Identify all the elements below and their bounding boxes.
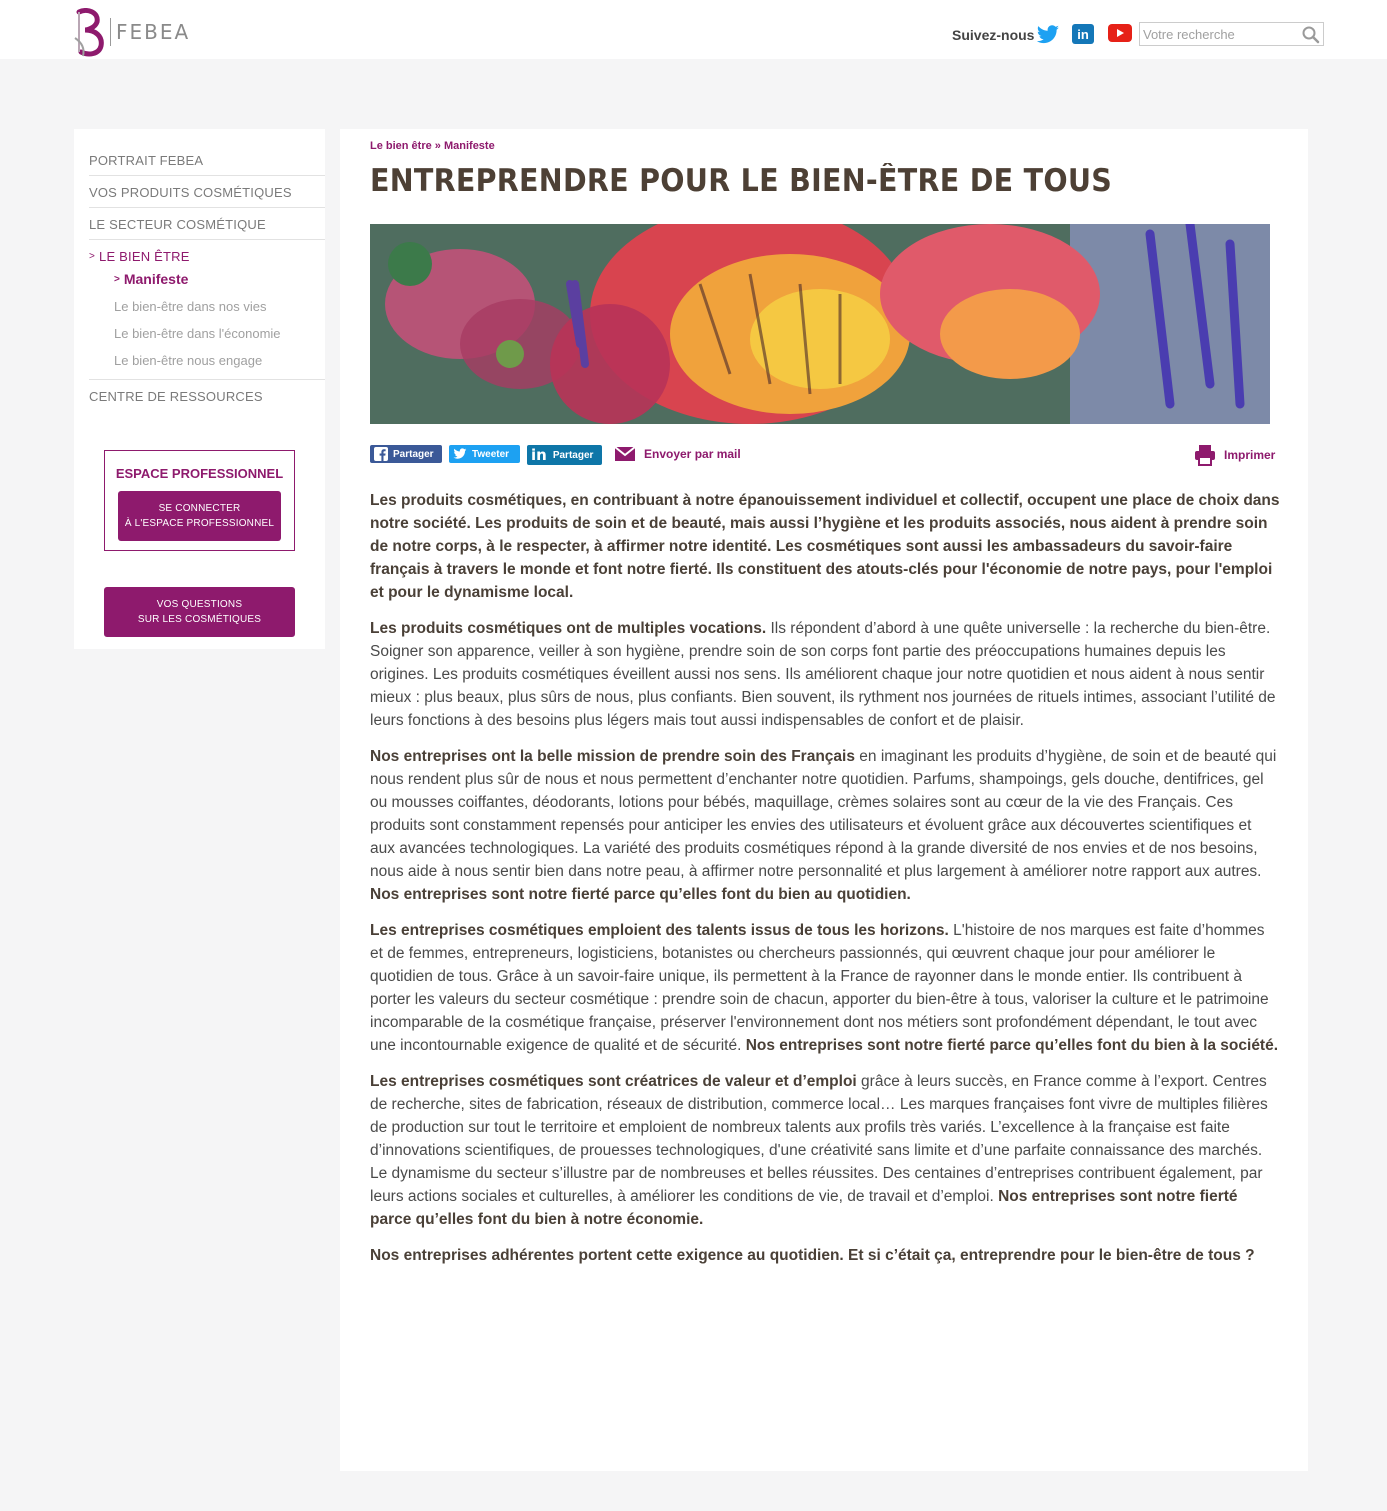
paragraph-valeur-text: grâce à leurs succès, en France comme à l’export. Centres de recherche, sites de fabrication, réseaux de distribution, commerce local… Les marques françaises font vivre de multiples filières de production sur tout le territoire et emploient de nombreux talents aux profils très variés. L’excellence à la française est faite d’innovations scientifiques, de prouesses technologiques, d'une créativité sans limite et d’une parfaite connaissance des marchés. Le dynamisme du secteur s’illustre par de nombreuses et belles réussites. Des centaines d’entreprises contribuent également, par leurs actions sociales et culturelles, à améliorer les conditions de vie, de travail et d’emploi.: [370, 1073, 1268, 1205]
nav-le-bien-etre[interactable]: [89, 249, 325, 264]
subnav-bien-etre-economie[interactable]: Le bien-être dans l'économie: [114, 326, 281, 341]
twitter-share-label: Tweeter: [472, 448, 510, 460]
article-body: [370, 489, 1280, 1280]
linkedin-icon[interactable]: in: [1072, 24, 1094, 44]
closing-paragraph: Nos entreprises adhérentes portent cette exigence au quotidien. Et si c’était ça, entreprendre pour le bien-être de tous ?: [370, 1247, 1255, 1264]
chevron-right-icon: >: [114, 274, 120, 285]
twitter-icon: [453, 448, 467, 460]
subnav-manifeste[interactable]: [114, 271, 188, 287]
logo-text: FEBEA: [116, 20, 191, 44]
nav-portrait-febea[interactable]: PORTRAIT FEBEA: [89, 153, 204, 168]
questions-button[interactable]: [104, 587, 295, 637]
follow-label: Suivez-nous: [952, 27, 1035, 43]
pro-space-title: ESPACE PROFESSIONNEL: [115, 466, 284, 481]
hero-image: [370, 224, 1270, 424]
questions-line1: VOS QUESTIONS: [156, 599, 243, 610]
twitter-icon[interactable]: [1036, 24, 1060, 46]
mail-share-label: Envoyer par mail: [644, 447, 741, 461]
search-input[interactable]: [1140, 23, 1295, 45]
search-box: [1139, 22, 1324, 46]
questions-line2: SUR LES COSMÉTIQUES: [137, 614, 262, 625]
site-header: [0, 0, 1387, 59]
print-link[interactable]: [1194, 444, 1275, 466]
nav-secteur-cosmetique[interactable]: LE SECTEUR COSMÉTIQUE: [89, 217, 266, 232]
pro-login-line2: À L'ESPACE PROFESSIONNEL: [124, 518, 275, 529]
nav-divider: [89, 239, 325, 240]
envelope-icon: [614, 446, 636, 462]
breadcrumb[interactable]: Le bien être » Manifeste: [370, 140, 495, 152]
paragraph-valeur: [370, 1070, 1280, 1231]
nav-le-bien-etre-label: LE BIEN ÊTRE: [99, 249, 190, 264]
main-content: [340, 129, 1308, 1471]
paragraph-vocations: [370, 617, 1280, 732]
nav-vos-produits[interactable]: VOS PRODUITS COSMÉTIQUES: [89, 185, 292, 200]
linkedin-share-button[interactable]: [527, 445, 602, 465]
paragraph-valeur-end: Nos entreprises sont notre fierté parce qu’elles font du bien à notre économie.: [370, 1188, 1238, 1228]
pro-space-box: [104, 450, 295, 551]
nav-divider: [89, 379, 325, 380]
pro-login-button[interactable]: [118, 491, 281, 541]
page-title: ENTREPRENDRE POUR LE BIEN-ÊTRE DE TOUS: [370, 163, 1113, 199]
paragraph-mission-lead: Nos entreprises ont la belle mission de prendre soin des Français: [370, 748, 855, 765]
sidebar: [74, 129, 325, 649]
pro-login-line1: SE CONNECTER: [158, 503, 241, 514]
mail-share-link[interactable]: [614, 446, 741, 462]
nav-divider: [89, 207, 325, 208]
paragraph-talents-lead: Les entreprises cosmétiques emploient des talents issus de tous les horizons.: [370, 922, 949, 939]
linkedin-share-label: Partager: [552, 449, 594, 461]
paragraph-vocations-lead: Les produits cosmétiques ont de multiples vocations.: [370, 620, 767, 637]
flowers-illustration: [370, 224, 1270, 424]
paragraph-vocations-text: Ils répondent d’abord à une quête universelle : la recherche du bien-être. Soigner son apparence, veiller à son hygiène, prendre soin de son corps font partie des préoccupations humaines depuis les origines. Les produits cosmétiques éveillent aussi nos sens. Ils améliorent chaque jour notre quotidien et nous aident à nous sentir mieux : plus beaux, plus sûrs de nous, plus confiants. Bien souvent, ils rythment nos journées de rituels intimes, associant l’utilité de leurs fonctions à des besoins plus légers mais tout aussi indispensables de confort et de plaisir.: [370, 620, 1276, 729]
facebook-icon: [374, 447, 388, 461]
paragraph-valeur-lead: Les entreprises cosmétiques sont créatrices de valeur et d’emploi: [370, 1073, 857, 1090]
paragraph-mission-end: Nos entreprises sont notre fierté parce qu’elles font du bien au quotidien.: [370, 886, 911, 903]
facebook-share-label: Partager: [393, 448, 434, 460]
twitter-share-button[interactable]: [449, 445, 520, 463]
subnav-manifeste-label: Manifeste: [123, 271, 189, 287]
linkedin-icon: in: [531, 446, 547, 464]
logo-divider: [110, 18, 111, 46]
paragraph-talents-text: L'histoire de nos marques est faite d’hommes et de femmes, entrepreneurs, logisticiens, botanistes ou chercheurs passionnés, qui œuvrent chaque jour pour améliorer le quotidien de tous. Grâce à un savoir-faire unique, ils permettent à la France de rayonner dans le monde entier. Ils contribuent à porter les valeurs du secteur cosmétique : prendre soin de chacun, apporter du bien-être à tous, valoriser la culture et le patrimoine incomparable de la cosmétique française, préserver l'environnement dont nos métiers sont profondément dépendant, le tout avec une incontournable exigence de qualité et de sécurité.: [370, 922, 1269, 1054]
subnav-bien-etre-engage[interactable]: Le bien-être nous engage: [114, 353, 263, 368]
paragraph-mission: [370, 745, 1280, 906]
nav-centre-ressources[interactable]: CENTRE DE RESSOURCES: [89, 389, 263, 404]
paragraph-talents-end: Nos entreprises sont notre fierté parce qu’elles font du bien à la société.: [745, 1037, 1279, 1054]
subnav-bien-etre-vies[interactable]: Le bien-être dans nos vies: [114, 299, 267, 314]
febea-logo[interactable]: [73, 8, 213, 58]
intro-paragraph: Les produits cosmétiques, en contribuant à notre épanouissement individuel et collectif, occupent une place de choix dans notre société. Les produits de soin et de beauté, mais aussi l’hygiène et les produits associés, nous aident à prendre soin de notre corps, à le respecter, à affirmer notre identité. Les cosmétiques sont aussi les ambassadeurs du savoir-faire français à travers le monde et font notre fierté. Ils constituent des atouts-clés pour l'économie de notre pays, pour l'emploi et pour le dynamisme local.: [370, 492, 1280, 601]
print-label: Imprimer: [1224, 448, 1276, 462]
chevron-right-icon: >: [89, 251, 96, 262]
nav-divider: [89, 175, 325, 176]
logo-mark-icon: [73, 8, 109, 58]
search-icon[interactable]: [1301, 25, 1321, 45]
facebook-share-button[interactable]: [370, 445, 442, 463]
youtube-icon[interactable]: [1108, 24, 1132, 42]
paragraph-mission-text: en imaginant les produits d’hygiène, de soin et de beauté qui nous rendent plus sûr de nous et nous permettent d’enchanter notre quotidien. Parfums, shampoings, gels douche, dentifrices, gel ou mousses coiffantes, déodorants, lotions pour bébés, maquillage, crèmes solaires sont au cœur de la vie des Français. Ces produits sont constamment repensés pour anticiper les envies des utilisateurs et évoluent grâce aux découvertes scientifiques et aux avancées technologiques. La variété des produits cosmétiques répond à la grande diversité de nos envies et de nos besoins, nous aide à nous sentir bien dans notre peau, à affirmer notre personnalité et plus largement à améliorer notre rapport aux autres.: [370, 748, 1277, 880]
paragraph-talents: [370, 919, 1280, 1057]
printer-icon: [1194, 444, 1216, 466]
